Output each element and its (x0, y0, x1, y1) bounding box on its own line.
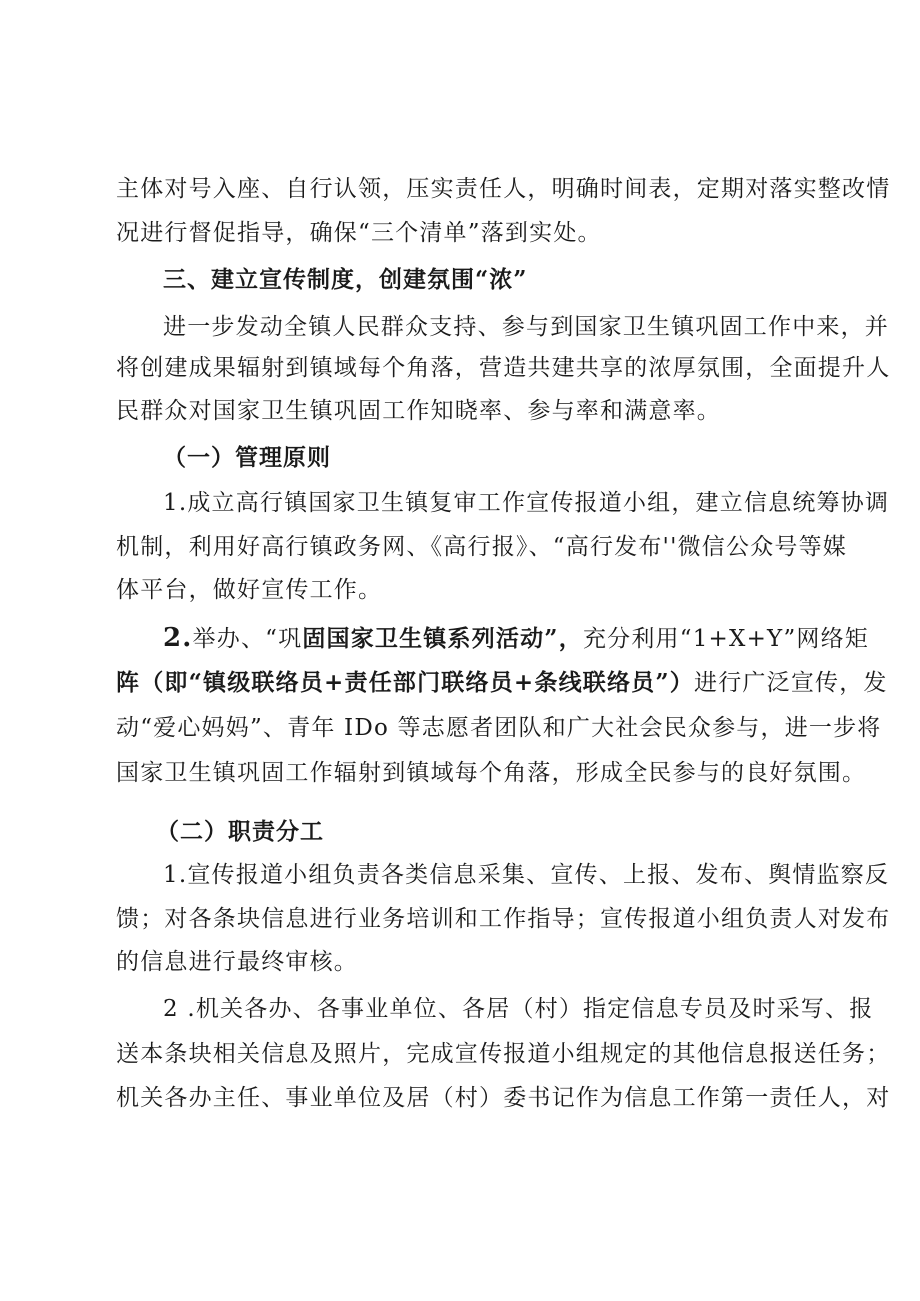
section-heading: 三、建立宣传制度，创建氛围“浓” (163, 266, 528, 293)
paragraph-line: 况进行督促指导，确保“三个清单”落到实处。 (116, 220, 602, 246)
paragraph-line: 动“爱心妈妈”、青年 IDo 等志愿者团队和广大社会民众参与，进一步将 (116, 715, 882, 741)
paragraph-line: 机制，利用好高行镇政务网、《高行报》、“高行发布''微信公众号等媒 (116, 534, 848, 560)
paragraph-line-mixed (163, 620, 870, 656)
paragraph-line: 进一步发动全镇人民群众支持、参与到国家卫生镇巩固工作中来，并 (163, 314, 889, 340)
paragraph-line: 机关各办主任、事业单位及居（村）委书记作为信息工作第一责任人，对 (116, 1085, 891, 1111)
paragraph-line: 民群众对国家卫生镇巩固工作知晓率、参与率和满意率。 (116, 398, 721, 424)
paragraph-line-mixed (116, 665, 888, 701)
paragraph-line: 1.成立高行镇国家卫生镇复审工作宣传报道小组，建立信息统筹协调 (163, 490, 890, 516)
text-run: 举办、“巩 (192, 626, 303, 652)
paragraph-line: 主体对号入座、自行认领，压实责任人，明确时间表，定期对落实整改情 (116, 176, 891, 202)
paragraph-line: 馈；对各条块信息进行业务培训和工作指导；宣传报道小组负责人对发布 (116, 906, 891, 932)
paragraph-line: 2 .机关各办、各事业单位、各居（村）指定信息专员及时采写、报 (163, 996, 874, 1022)
subsection-heading: （二）职责分工 (156, 818, 324, 845)
text-run-bold: 固国家卫生镇系列活动”， (302, 625, 583, 652)
text-run-bold: 阵（即“镇级联络员+责任部门联络员+条线联络员”） (116, 669, 695, 696)
paragraph-line: 送本条块相关信息及照片，完成宣传报道小组规定的其他信息报送任务； (116, 1041, 891, 1067)
paragraph-line: 体平台，做好宣传工作。 (116, 577, 383, 603)
subsection-heading: （一）管理原则 (163, 444, 331, 471)
paragraph-line: 国家卫生镇巩固工作辐射到镇域每个角落，形成全民参与的良好氛围。 (116, 760, 867, 786)
paragraph-line: 的信息进行最终审核。 (116, 949, 358, 975)
text-run: 充分利用“1+X+Y”网络矩 (582, 626, 870, 652)
list-number: 2. (163, 623, 193, 653)
paragraph-line: 1.宣传报道小组负责各类信息采集、宣传、上报、发布、舆情监察反 (163, 862, 890, 888)
paragraph-line: 将创建成果辐射到镇域每个角落，营造共建共享的浓厚氛围，全面提升人 (116, 355, 891, 381)
text-run: 进行广泛宣传，发 (694, 670, 888, 696)
